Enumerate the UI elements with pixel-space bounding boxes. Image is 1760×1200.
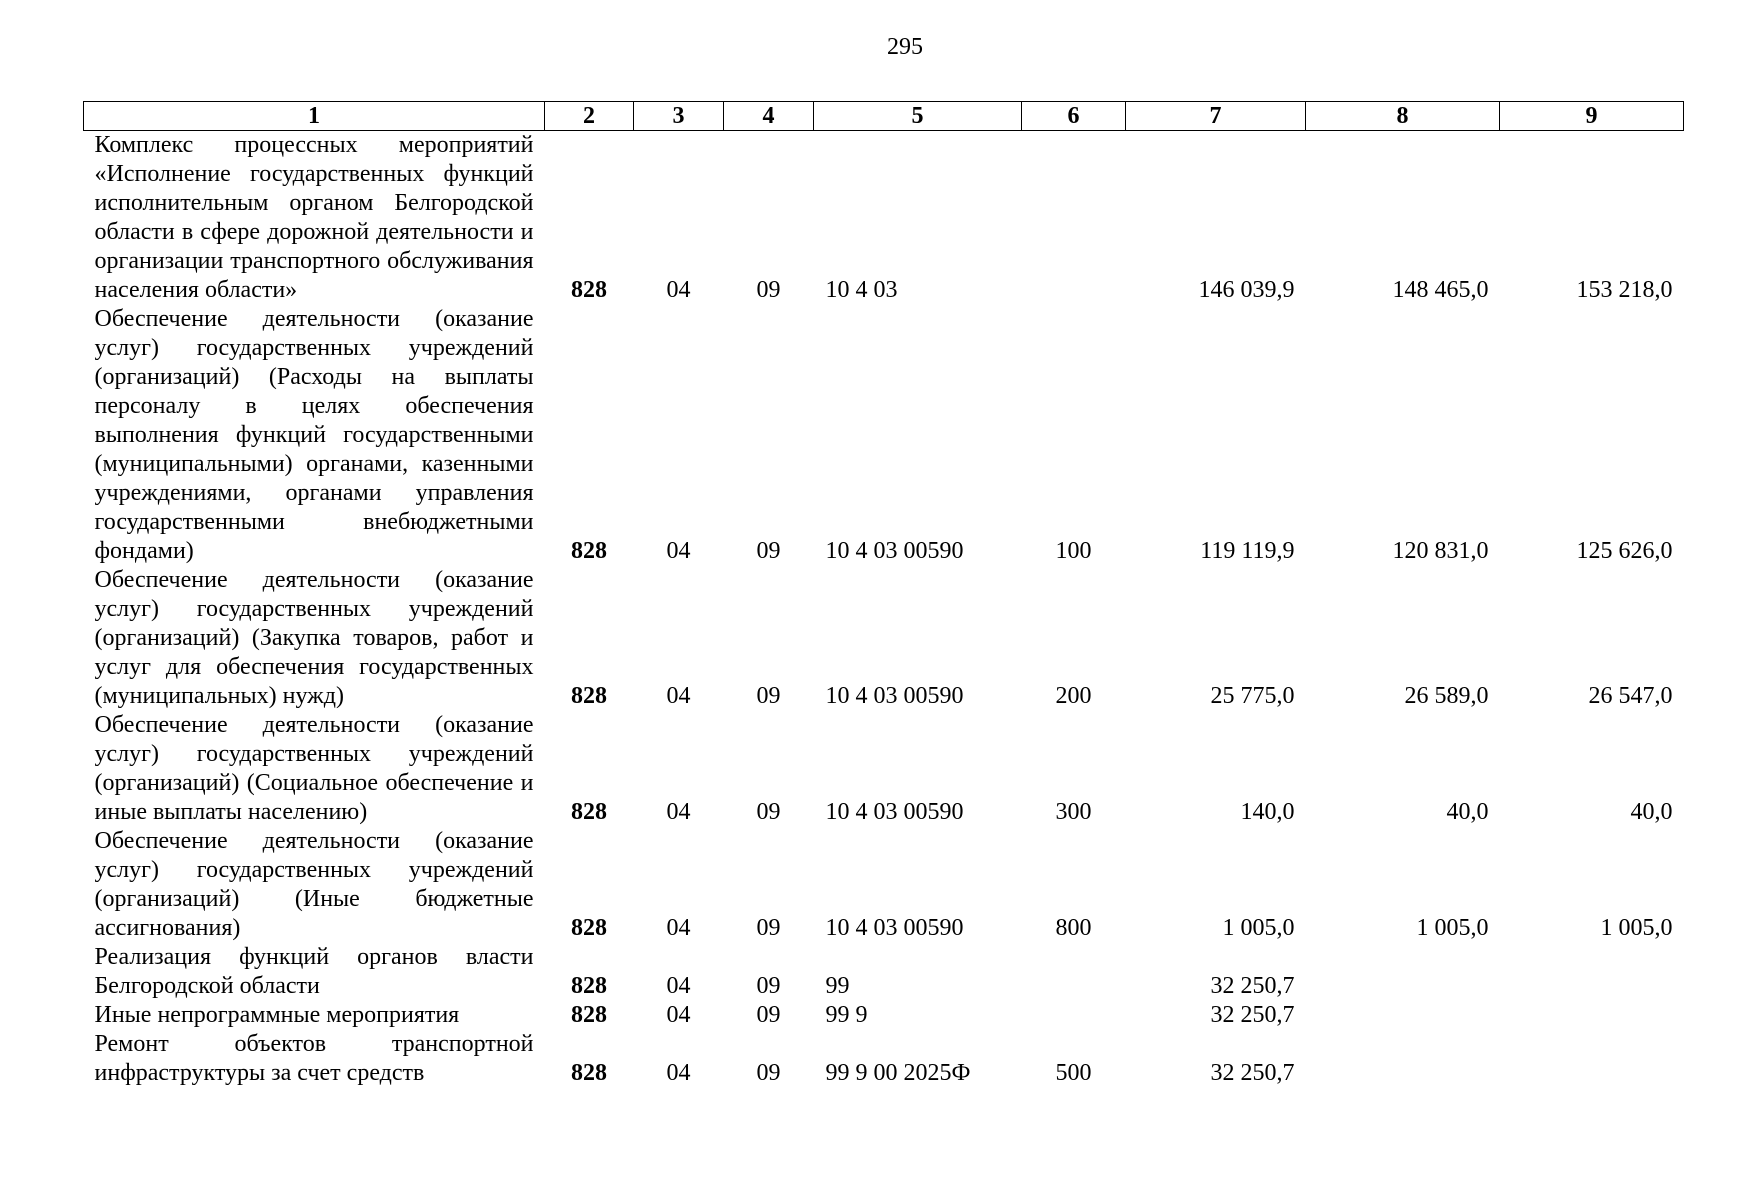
row-expense-type: 300 (1055, 799, 1092, 825)
row-target-article: 99 9 (825, 1002, 868, 1028)
row-name: Ремонт объектов транспортной инфраструктуры за счет средств (94, 1031, 534, 1086)
row-amount-col9 (1500, 1030, 1684, 1088)
row-section-code: 04 (666, 799, 691, 825)
row-section-code: 04 (666, 915, 691, 941)
row-section-code: 04 (666, 1002, 691, 1028)
row-section-code: 04 (666, 1060, 691, 1086)
row-expense-type (1022, 943, 1126, 1001)
column-header-9: 9 (1500, 102, 1684, 131)
table-header (84, 102, 1684, 131)
row-section-code: 04 (666, 538, 691, 564)
row-amount-col8: 40,0 (1446, 799, 1489, 825)
row-subsection-code: 09 (756, 277, 781, 303)
row-grbs-code: 828 (571, 683, 607, 709)
table-row (84, 1030, 1684, 1088)
row-name: Обеспечение деятельности (оказание услуг) государственных учреждений (организаций) (Социальное обеспечение и иные выплаты населению) (94, 712, 534, 825)
row-amount-col7: 146 039,9 (1198, 277, 1295, 303)
row-name: Обеспечение деятельности (оказание услуг) государственных учреждений (организаций) (Иные бюджетные ассигнования) (94, 828, 534, 941)
row-amount-col8: 1 005,0 (1416, 915, 1489, 941)
column-header-2: 2 (545, 102, 634, 131)
row-section-code: 04 (666, 683, 691, 709)
row-name: Обеспечение деятельности (оказание услуг) государственных учреждений (организаций) (Расходы на выплаты персоналу в целях обеспечения выполнения функций государственными (муниципальными) органами, казенными учреждениями, органами управления государственными внебюджетными фондами) (94, 306, 534, 564)
row-section-code: 04 (666, 973, 691, 999)
row-expense-type (1022, 131, 1126, 306)
row-amount-col9: 26 547,0 (1588, 683, 1673, 709)
row-amount-col9: 1 005,0 (1600, 915, 1673, 941)
row-grbs-code: 828 (571, 915, 607, 941)
column-header-7: 7 (1126, 102, 1306, 131)
table-row (84, 1001, 1684, 1030)
column-header-8: 8 (1306, 102, 1500, 131)
row-amount-col8: 26 589,0 (1404, 683, 1489, 709)
page-number: 295 (887, 34, 923, 60)
table-row (84, 943, 1684, 1001)
row-target-article: 10 4 03 00590 (825, 683, 964, 709)
row-amount-col8: 120 831,0 (1392, 538, 1489, 564)
row-amount-col9 (1500, 943, 1684, 1001)
row-subsection-code: 09 (756, 799, 781, 825)
row-amount-col8 (1306, 1001, 1500, 1030)
row-amount-col8: 148 465,0 (1392, 277, 1489, 303)
row-amount-col7: 25 775,0 (1210, 683, 1295, 709)
row-amount-col9: 40,0 (1630, 799, 1673, 825)
row-subsection-code: 09 (756, 538, 781, 564)
table-row (84, 827, 1684, 943)
column-header-6: 6 (1022, 102, 1126, 131)
table-row (84, 566, 1684, 711)
row-subsection-code: 09 (756, 1060, 781, 1086)
row-grbs-code: 828 (571, 1060, 607, 1086)
table-row (84, 711, 1684, 827)
row-target-article: 10 4 03 (825, 277, 898, 303)
row-target-article: 99 (825, 973, 850, 999)
row-grbs-code: 828 (571, 538, 607, 564)
row-subsection-code: 09 (756, 683, 781, 709)
header-row (84, 102, 1684, 131)
row-name: Комплекс процессных мероприятий «Исполнение государственных функций исполнительным органом Белгородской области в сфере дорожной деятельности и организации транспортного обслуживания населения области» (94, 132, 534, 303)
column-header-3: 3 (634, 102, 724, 131)
row-name: Реализация функций органов власти Белгородской области (94, 944, 534, 999)
row-name: Иные непрограммные мероприятия (94, 1002, 460, 1028)
row-target-article: 10 4 03 00590 (825, 915, 964, 941)
row-amount-col7: 1 005,0 (1222, 915, 1295, 941)
column-header-5: 5 (814, 102, 1022, 131)
table-body (84, 131, 1684, 1089)
row-expense-type: 500 (1055, 1060, 1092, 1086)
column-header-4: 4 (724, 102, 814, 131)
row-grbs-code: 828 (571, 277, 607, 303)
row-expense-type: 100 (1055, 538, 1092, 564)
row-grbs-code: 828 (571, 799, 607, 825)
row-target-article: 99 9 00 2025Ф (825, 1060, 971, 1086)
row-amount-col9: 125 626,0 (1576, 538, 1673, 564)
row-amount-col9 (1500, 1001, 1684, 1030)
row-amount-col7: 32 250,7 (1210, 973, 1295, 999)
table-row (84, 131, 1684, 306)
row-grbs-code: 828 (571, 973, 607, 999)
row-amount-col7: 32 250,7 (1210, 1002, 1295, 1028)
row-expense-type: 800 (1055, 915, 1092, 941)
row-expense-type (1022, 1001, 1126, 1030)
row-amount-col7: 119 119,9 (1200, 538, 1295, 564)
row-target-article: 10 4 03 00590 (825, 799, 964, 825)
row-section-code: 04 (666, 277, 691, 303)
row-target-article: 10 4 03 00590 (825, 538, 964, 564)
table-row (84, 305, 1684, 566)
row-amount-col9: 153 218,0 (1576, 277, 1673, 303)
row-amount-col8 (1306, 943, 1500, 1001)
row-subsection-code: 09 (756, 973, 781, 999)
budget-table (83, 101, 1684, 1088)
row-amount-col8 (1306, 1030, 1500, 1088)
row-subsection-code: 09 (756, 915, 781, 941)
row-expense-type: 200 (1055, 683, 1092, 709)
column-header-1: 1 (84, 102, 545, 131)
row-amount-col7: 32 250,7 (1210, 1060, 1295, 1086)
row-subsection-code: 09 (756, 1002, 781, 1028)
row-grbs-code: 828 (571, 1002, 607, 1028)
row-name: Обеспечение деятельности (оказание услуг) государственных учреждений (организаций) (Закупка товаров, работ и услуг для обеспечения государственных (муниципальных) нужд) (94, 567, 534, 709)
row-amount-col7: 140,0 (1240, 799, 1295, 825)
